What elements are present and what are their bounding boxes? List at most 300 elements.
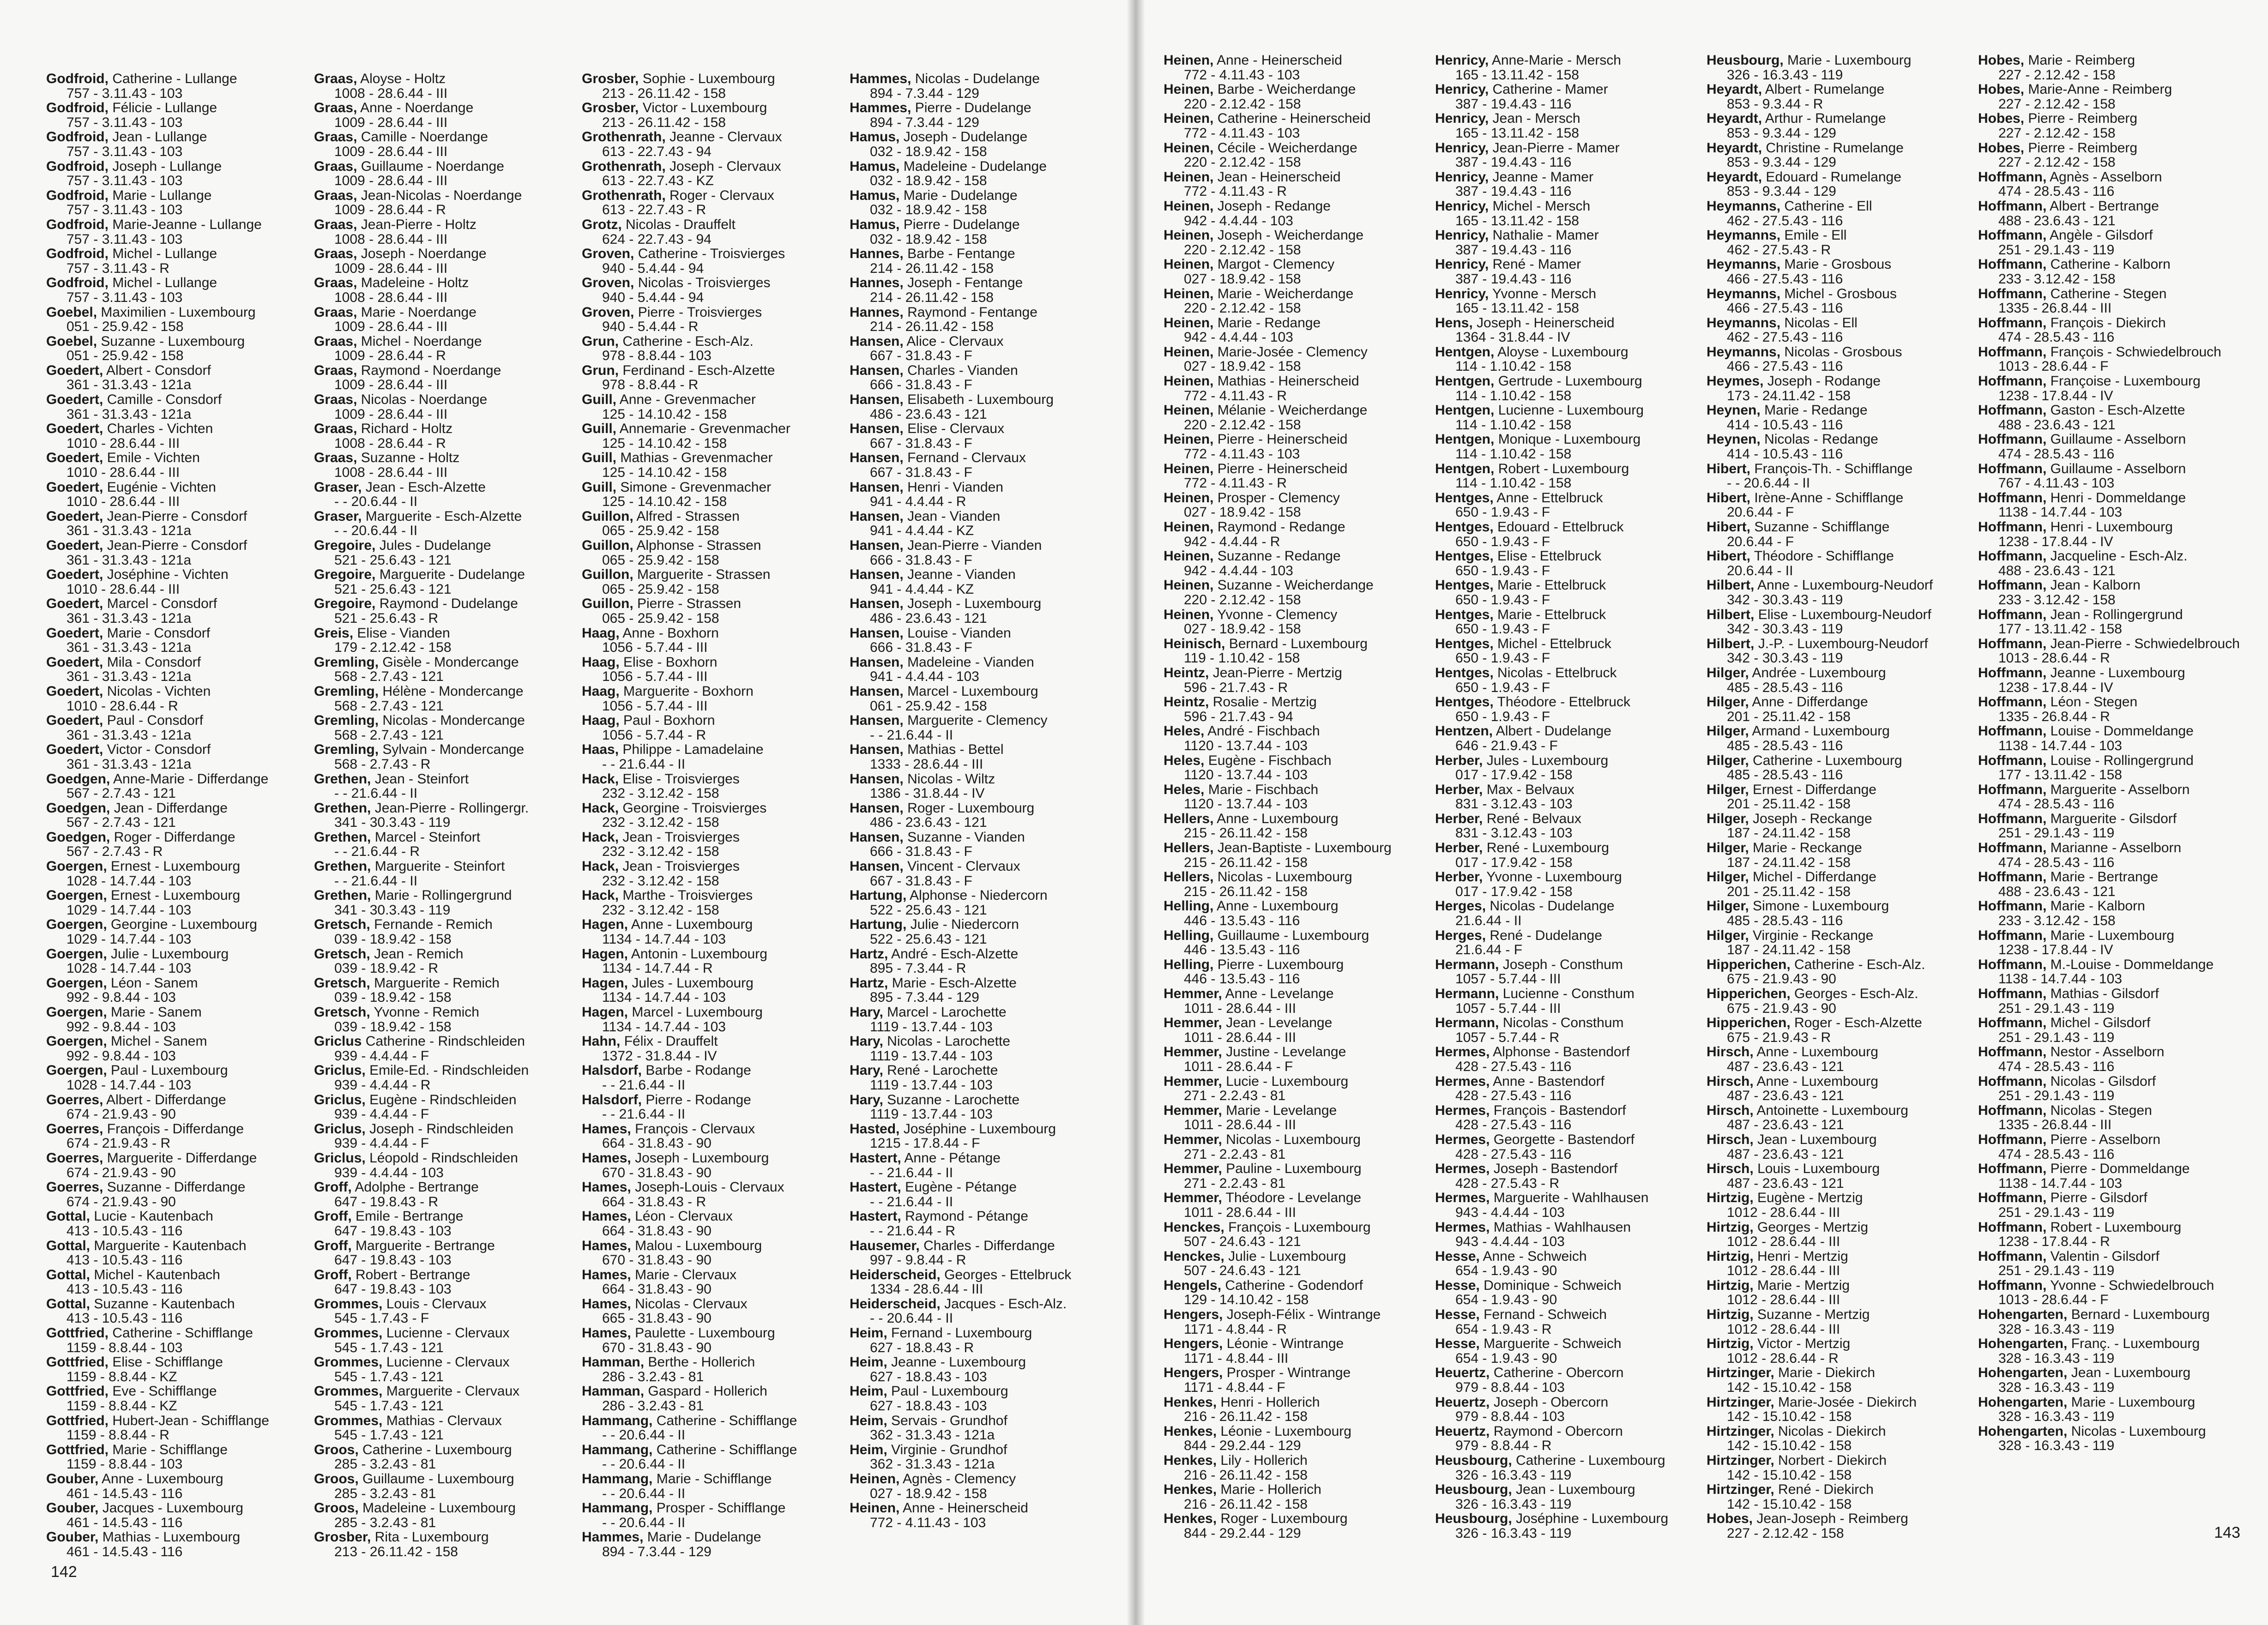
given-name-place: Yvonne - Clemency (1217, 607, 1338, 622)
given-name-place: Marie - Weicherdange (1217, 286, 1354, 301)
surname: Hellers, (1164, 840, 1214, 856)
list-item (1707, 782, 1969, 812)
list-item (1435, 1162, 1697, 1191)
entry-details: 125 - 14.10.42 - 158 (602, 435, 727, 451)
surname: Graas, (314, 129, 357, 145)
entry-details: 328 - 16.3.43 - 119 (1998, 1409, 2115, 1425)
list-item (1707, 812, 1969, 841)
entry-name-line (1164, 812, 1426, 826)
list-item (1164, 82, 1426, 111)
surname: Heinen, (850, 1500, 900, 1516)
surname: Hermann, (1435, 957, 1499, 972)
given-name-place: Félix - Drauffelt (624, 1034, 718, 1049)
given-name-place: Victor - Mertzig (1757, 1336, 1851, 1352)
given-name-place: Pierre - Heinerscheid (1217, 432, 1348, 447)
given-name-place: Nicolas - Stegen (2050, 1102, 2152, 1118)
surname: Hoffmann, (1978, 315, 2047, 331)
surname: Hoffmann, (1978, 548, 2047, 564)
list-item (1435, 695, 1697, 724)
entry-name-line (314, 1180, 573, 1195)
given-name-place: Virginie - Grundhof (891, 1442, 1007, 1457)
entry-name-line (46, 1530, 305, 1545)
entry-details: 165 - 13.11.42 - 158 (1455, 213, 1579, 229)
entry-name-line (1164, 53, 1426, 68)
entry-details: 1009 - 28.6.44 - III (334, 319, 448, 335)
entry-details: 165 - 13.11.42 - 158 (1455, 67, 1579, 83)
entry-details: 485 - 28.5.43 - 116 (1727, 767, 1843, 783)
entry-name-line (582, 130, 840, 144)
entry-name-line (1978, 141, 2240, 156)
list-item (1707, 1307, 1969, 1336)
list-item (582, 130, 840, 159)
given-name-place: Théodore - Schifflange (1754, 548, 1894, 564)
entry-details: 1057 - 5.7.44 - R (1455, 1029, 1560, 1045)
given-name-place: Eve - Schifflange (112, 1384, 217, 1399)
entry-details: 675 - 21.9.43 - 90 (1727, 971, 1836, 987)
surname: Hoffmann, (1978, 286, 2047, 301)
surname: Heusbourg, (1435, 1511, 1512, 1527)
list-item (1707, 403, 1969, 432)
list-item (46, 276, 305, 305)
list-item (46, 451, 305, 480)
entry-name-line (1164, 1191, 1426, 1205)
list-item (46, 1530, 305, 1559)
given-name-place: Fernande - Remich (374, 917, 493, 933)
given-name-place: Barbe - Fentange (907, 246, 1015, 262)
list-item (1978, 753, 2240, 782)
entry-name-line (1978, 403, 2240, 418)
entry-name-line (1978, 753, 2240, 768)
surname: Hemmer, (1164, 1073, 1222, 1089)
entry-details: 227 - 2.12.42 - 158 (1998, 155, 2116, 170)
entry-name-line (1164, 199, 1426, 214)
entry-details: 027 - 18.9.42 - 158 (1184, 621, 1301, 637)
surname: Hoffmann, (1978, 665, 2047, 680)
entry-details: 545 - 1.7.43 - 121 (334, 1398, 444, 1414)
given-name-place: Anne - Luxembourg-Neudorf (1757, 578, 1933, 593)
entry-name-line (46, 305, 305, 320)
entry-details: 227 - 2.12.42 - 158 (1998, 125, 2116, 141)
surname: Hirsch, (1707, 1044, 1754, 1060)
entry-details: 232 - 3.12.42 - 158 (602, 815, 719, 831)
surname: Hengers, (1164, 1365, 1223, 1381)
surname: Hoffmann, (1978, 461, 2047, 476)
list-item (850, 334, 1108, 363)
entry-name-line (582, 772, 840, 787)
surname: Haag, (582, 625, 620, 641)
entry-details: 667 - 31.8.43 - F (870, 348, 972, 364)
list-item (1164, 462, 1426, 491)
entry-name-line (1164, 491, 1426, 506)
given-name-place: Alice - Clervaux (906, 333, 1004, 349)
list-item (1707, 1482, 1969, 1511)
given-name-place: Jeanne - Vianden (907, 567, 1016, 583)
entry-details: 328 - 16.3.43 - 119 (1998, 1380, 2115, 1396)
list-item (314, 1209, 573, 1238)
given-name-place: Nicolas - Vichten (107, 683, 211, 699)
given-name-place: Annemarie - Grevenmacher (619, 421, 790, 437)
entry-name-line (46, 976, 305, 991)
surname: Godfroid, (46, 275, 109, 291)
list-item (582, 567, 840, 596)
entry-details: 1008 - 28.6.44 - III (334, 465, 448, 481)
entry-name-line (1707, 753, 1969, 768)
entry-details: 664 - 31.8.43 - R (602, 1194, 706, 1210)
entry-name-line (314, 1093, 573, 1107)
surname: Hartung, (850, 917, 907, 933)
list-item (1707, 841, 1969, 870)
given-name-place: Georgette - Bastendorf (1493, 1131, 1635, 1147)
entry-details: 831 - 3.12.43 - 103 (1455, 796, 1573, 812)
surname: Hoffmann, (1978, 1190, 2047, 1206)
list-item (850, 538, 1108, 567)
entry-details: 1012 - 28.6.44 - III (1727, 1234, 1840, 1250)
entry-details: 220 - 2.12.42 - 158 (1184, 155, 1301, 170)
list-item (314, 247, 573, 276)
entry-details: 1119 - 13.7.44 - 103 (870, 1019, 993, 1035)
entry-name-line (1164, 549, 1426, 564)
surname: Hary, (850, 1092, 883, 1107)
entry-details: 017 - 17.9.42 - 158 (1455, 855, 1573, 870)
entry-name-line (314, 917, 573, 932)
given-name-place: Louise - Vianden (907, 625, 1011, 641)
given-name-place: Anne - Heinerscheid (1217, 53, 1342, 68)
entry-details: 341 - 30.3.43 - 119 (334, 902, 451, 918)
surname: Hilger, (1707, 869, 1749, 885)
list-item (1978, 82, 2240, 111)
surname: Godfroid, (46, 217, 109, 232)
surname: Henricy, (1435, 111, 1489, 126)
entry-details: 027 - 18.9.42 - 158 (1184, 359, 1301, 374)
given-name-place: Roger - Luxembourg (1220, 1511, 1348, 1527)
entry-details: 485 - 28.5.43 - 116 (1727, 680, 1843, 695)
entry-details: 1120 - 13.7.44 - 103 (1184, 767, 1308, 783)
list-item (46, 1326, 305, 1355)
entry-details: 361 - 31.3.43 - 121a (66, 406, 192, 422)
list-item (1164, 111, 1426, 140)
list-item (314, 1501, 573, 1530)
entry-details: 674 - 21.9.43 - 90 (66, 1165, 176, 1180)
list-item (582, 859, 840, 888)
surname: Godfroid, (46, 129, 109, 145)
entry-details: 1012 - 28.6.44 - III (1727, 1263, 1840, 1279)
given-name-place: Jean - Mersch (1492, 111, 1580, 126)
given-name-place: Suzanne - Schifflange (1754, 519, 1890, 535)
given-name-place: Anne - Luxembourg (1217, 811, 1339, 826)
list-item (1707, 1366, 1969, 1395)
entry-name-line (1164, 1482, 1426, 1497)
entry-details: 232 - 3.12.42 - 158 (602, 844, 719, 860)
list-item (1164, 1249, 1426, 1278)
entry-name-line (850, 1151, 1108, 1166)
entry-name-line (46, 538, 305, 553)
entry-details: 667 - 31.8.43 - F (870, 873, 972, 889)
given-name-place: Arthur - Rumelange (1765, 111, 1886, 126)
surname: Hipperichen, (1707, 986, 1791, 1001)
list-item (1707, 578, 1969, 607)
entry-name-line (46, 684, 305, 699)
entry-details: 1009 - 28.6.44 - III (334, 173, 448, 189)
entry-details: 1134 - 14.7.44 - 103 (602, 932, 726, 947)
entry-name-line (1707, 1395, 1969, 1410)
given-name-place: Marie-Josée - Clemency (1217, 344, 1368, 360)
given-name-place: Marguerite - Differdange (107, 1150, 257, 1166)
entry-name-line (46, 509, 305, 524)
surname: Haag, (582, 713, 620, 728)
given-name-place: Agnès - Asselborn (2050, 169, 2162, 185)
surname: Halsdorf, (582, 1063, 642, 1078)
list-item (1164, 345, 1426, 374)
surname: Hilger, (1707, 723, 1749, 739)
given-name-place: Yvonne - Schwiedelbrouch (2050, 1277, 2214, 1293)
given-name-place: Jean-Joseph - Reimberg (1756, 1511, 1908, 1527)
entry-name-line (582, 1326, 840, 1341)
given-name-place: Marie - Grosbous (1784, 257, 1892, 272)
list-item (46, 509, 305, 538)
given-name-place: Guillaume - Asselborn (2050, 461, 2186, 476)
surname: Goerres, (46, 1180, 103, 1195)
surname: Gouber, (46, 1471, 99, 1487)
surname: Heiderscheid, (850, 1267, 941, 1282)
entry-name-line (582, 392, 840, 407)
surname: Hausemer, (850, 1238, 920, 1253)
entry-name-line (1707, 957, 1969, 972)
entry-details: 20.6.44 - F (1727, 505, 1794, 520)
list-item (582, 1209, 840, 1238)
entry-name-line (1435, 724, 1697, 739)
surname: Guillon, (582, 567, 633, 583)
surname: Heinen, (1164, 578, 1214, 593)
given-name-place: Ernest - Differdange (1753, 782, 1876, 797)
list-item (314, 1063, 573, 1092)
surname: Guillon, (582, 538, 633, 553)
list-item (850, 626, 1108, 655)
given-name-place: Julie - Luxembourg (111, 946, 229, 962)
given-name-place: Jean-Pierre - Holtz (361, 217, 477, 232)
entry-details: 1028 - 14.7.44 - 103 (66, 873, 192, 889)
surname: Graas, (314, 246, 357, 262)
given-name-place: Nicolas - Luxembourg (1217, 869, 1352, 885)
entry-details: 940 - 5.4.44 - 94 (602, 289, 704, 305)
surname: Grommes, (314, 1354, 383, 1370)
list-item (1435, 608, 1697, 637)
surname: Gottfried, (46, 1354, 109, 1370)
entry-details: 992 - 9.8.44 - 103 (66, 1048, 176, 1064)
given-name-place: Marie - Schifflange (656, 1471, 772, 1487)
given-name-place: Fernand - Schweich (1484, 1307, 1607, 1323)
entry-name-line (1435, 1307, 1697, 1322)
entry-details: 674 - 21.9.43 - 90 (66, 1194, 176, 1210)
entry-details: 017 - 17.9.42 - 158 (1455, 767, 1573, 783)
list-item (850, 1034, 1108, 1063)
given-name-place: Nicolas - Grosbous (1784, 344, 1902, 360)
entry-details: 361 - 31.3.43 - 121a (66, 756, 192, 772)
entry-name-line (582, 1472, 840, 1487)
entry-name-line (46, 159, 305, 174)
entry-name-line (1707, 316, 1969, 331)
surname: Guillon, (582, 508, 633, 524)
entry-details: 507 - 24.6.43 - 121 (1184, 1234, 1301, 1250)
given-name-place: Louis - Luxembourg (1757, 1161, 1880, 1177)
given-name-place: Rita - Luxembourg (374, 1529, 489, 1545)
entry-details: 032 - 18.9.42 - 158 (870, 231, 987, 247)
entry-details: 142 - 15.10.42 - 158 (1727, 1438, 1852, 1454)
list-item (46, 217, 305, 247)
surname: Goedert, (46, 362, 103, 378)
entry-name-line (582, 713, 840, 728)
given-name-place: Joseph-Louis - Clervaux (635, 1180, 784, 1195)
entry-name-line (1164, 1307, 1426, 1322)
given-name-place: Prosper - Wintrange (1226, 1365, 1351, 1381)
surname: Hoffmann, (1978, 607, 2047, 622)
given-name-place: Fernand - Luxembourg (891, 1325, 1032, 1341)
entry-details: 486 - 23.6.43 - 121 (870, 815, 987, 831)
entry-details: 942 - 4.4.44 - 103 (1184, 563, 1293, 578)
entry-details: 675 - 21.9.43 - 90 (1727, 1000, 1836, 1016)
entry-name-line (314, 859, 573, 874)
entry-name-line (850, 567, 1108, 582)
entry-details: 894 - 7.3.44 - 129 (870, 85, 979, 101)
list-item (314, 830, 573, 859)
given-name-place: Nicolas - Troisvierges (638, 275, 771, 291)
list-item (850, 1501, 1108, 1530)
entry-name-line (850, 1355, 1108, 1370)
entry-details: - - 21.6.44 - II (870, 727, 953, 743)
list-item (850, 1268, 1108, 1297)
surname: Hemmer, (1164, 1131, 1222, 1147)
list-item (1707, 257, 1969, 286)
surname: Heiderscheid, (850, 1296, 941, 1312)
entry-details: 1171 - 4.8.44 - R (1184, 1321, 1287, 1337)
entry-details: 142 - 15.10.42 - 158 (1727, 1409, 1852, 1425)
entry-details: 772 - 4.11.43 - 103 (1184, 67, 1300, 83)
entry-name-line (314, 451, 573, 465)
entry-name-line (1435, 1016, 1697, 1030)
surname: Hoffmann, (1978, 403, 2047, 418)
given-name-place: Jean-Pierre - Consdorf (107, 508, 247, 524)
list-item (582, 421, 840, 451)
entry-name-line (1978, 928, 2240, 943)
entry-details: - - 20.6.44 - II (602, 1515, 686, 1530)
list-item (46, 596, 305, 626)
surname: Hartz, (850, 946, 888, 962)
surname: Hamman, (582, 1354, 645, 1370)
entry-name-line (1164, 1220, 1426, 1235)
list-item (46, 976, 305, 1005)
entry-name-line (1435, 957, 1697, 972)
given-name-place: Catherine - Mamer (1492, 82, 1608, 97)
entry-details: 1119 - 13.7.44 - 103 (870, 1107, 993, 1122)
entry-details: 596 - 21.7.43 - R (1184, 680, 1288, 695)
given-name-place: Elisabeth - Luxembourg (907, 392, 1054, 408)
entry-details: 772 - 4.11.43 - R (1184, 388, 1287, 403)
list-item (314, 305, 573, 334)
given-name-place: Suzanne - Vianden (907, 829, 1025, 845)
entry-name-line (46, 72, 305, 86)
entry-name-line (314, 1472, 573, 1487)
name-column (314, 72, 582, 1577)
entry-name-line (1435, 1220, 1697, 1235)
entry-name-line (582, 596, 840, 611)
list-item (46, 363, 305, 392)
list-item (1164, 1395, 1426, 1424)
entry-details: 462 - 27.5.43 - R (1727, 242, 1831, 258)
entry-name-line (1435, 1336, 1697, 1351)
entry-name-line (1435, 432, 1697, 447)
entry-details: 461 - 14.5.43 - 116 (66, 1486, 183, 1501)
surname: Hamus, (850, 187, 900, 203)
given-name-place: Gaspard - Hollerich (648, 1384, 767, 1399)
list-item (46, 888, 305, 917)
list-item (850, 1472, 1108, 1501)
surname: Hammang, (582, 1471, 653, 1487)
list-item (46, 334, 305, 363)
entry-details: 650 - 1.9.43 - F (1455, 505, 1550, 520)
given-name-place: Marcel - Luxembourg (632, 1005, 763, 1020)
entry-details: 125 - 14.10.42 - 158 (602, 465, 727, 481)
surname: Guill, (582, 392, 616, 408)
list-item (1435, 1045, 1697, 1074)
given-name-place: Jules - Dudelange (379, 538, 491, 553)
list-item (850, 1384, 1108, 1413)
given-name-place: Mathias - Clervaux (386, 1413, 502, 1428)
entry-name-line (1707, 141, 1969, 156)
entry-details: 1013 - 28.6.44 - F (1998, 359, 2109, 374)
entry-details: 328 - 16.3.43 - 119 (1998, 1350, 2115, 1366)
entry-name-line (1164, 899, 1426, 914)
list-item (1435, 987, 1697, 1016)
entry-name-line (850, 1472, 1108, 1487)
list-item (46, 159, 305, 188)
entry-details: 187 - 24.11.42 - 158 (1727, 825, 1851, 841)
surname: Graas, (314, 304, 357, 320)
given-name-place: Roger - Luxembourg (907, 800, 1035, 816)
surname: Goergen, (46, 1063, 107, 1078)
surname: Grothenrath, (582, 129, 666, 145)
entry-name-line (1164, 608, 1426, 622)
surname: Hartz, (850, 975, 888, 991)
surname: Godfroid, (46, 246, 109, 262)
entry-details: 1029 - 14.7.44 - 103 (66, 932, 192, 947)
entry-details: 286 - 3.2.43 - 81 (602, 1398, 704, 1414)
entry-details: 1012 - 28.6.44 - III (1727, 1204, 1840, 1220)
given-name-place: Marie - Consdorf (107, 625, 211, 641)
list-item (1435, 1395, 1697, 1424)
list-item (1164, 1220, 1426, 1249)
entry-name-line (850, 1005, 1108, 1020)
given-name-place: Nicolas - Gilsdorf (2050, 1073, 2156, 1089)
entry-details: - - 20.6.44 - II (602, 1486, 686, 1501)
list-item (1707, 1016, 1969, 1045)
surname: Grethen, (314, 888, 371, 903)
surname: Griclus (314, 1034, 362, 1049)
given-name-place: Nicolas - Luxembourg (2071, 1423, 2206, 1439)
list-item (1164, 987, 1426, 1016)
entry-details: 1009 - 28.6.44 - III (334, 406, 448, 422)
surname: Heinen, (1164, 373, 1214, 389)
list-item (1978, 987, 2240, 1016)
entry-details: 462 - 27.5.43 - 116 (1727, 213, 1843, 229)
given-name-place: Nicolas - Mondercange (382, 713, 525, 728)
entry-details: 488 - 23.6.43 - 121 (1998, 884, 2116, 899)
list-item (314, 772, 573, 801)
entry-name-line (850, 1034, 1108, 1049)
given-name-place: Catherine - Luxembourg (1753, 752, 1902, 768)
list-item (582, 1034, 840, 1063)
entry-name-line (46, 1326, 305, 1341)
given-name-place: Suzanne - Larochette (887, 1092, 1020, 1107)
entry-name-line (1164, 520, 1426, 535)
